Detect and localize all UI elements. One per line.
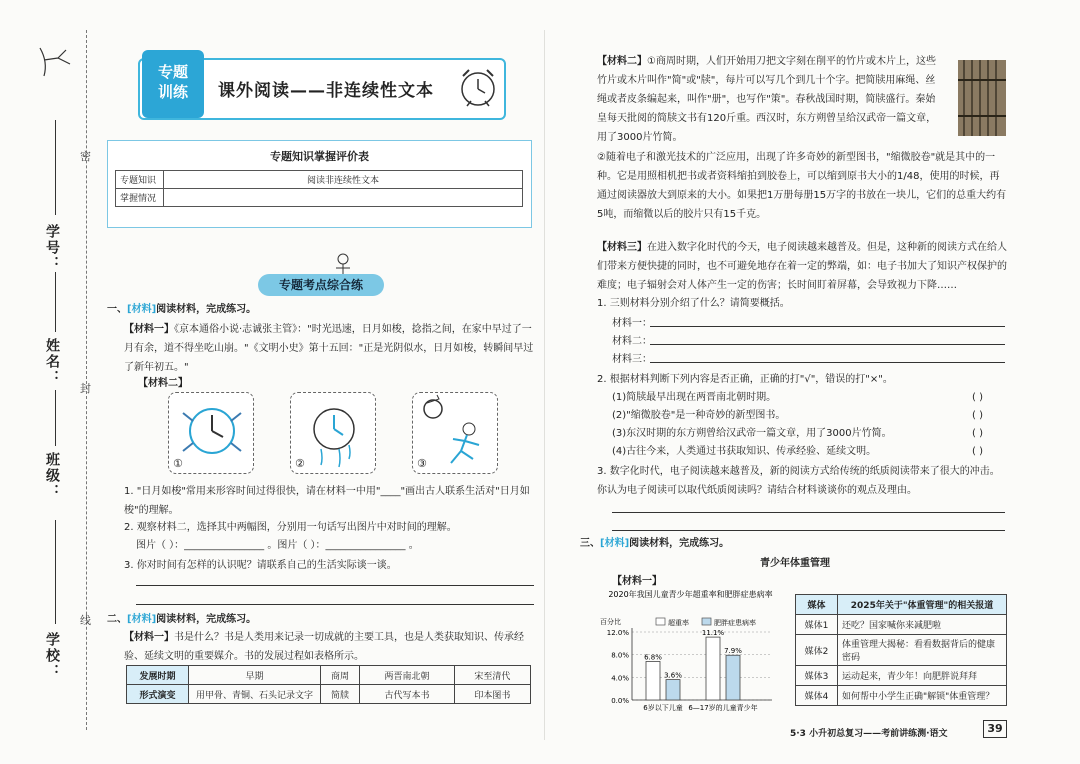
part1-prefix: 一、 bbox=[107, 304, 127, 315]
table-cell: 早期 bbox=[189, 666, 321, 685]
right-m2-p1: ①商周时期，人们开始用刀把文字刻在削平的竹片或木片上，这些竹片或木片叫作"简"或"牍"，每片可以写几个到几十个字。把简牍用麻绳、丝绳或者皮条编起来，叫作"册"，也写作"策"。春秋战国时期，简牍盛行。秦始皇每天批阅的简牍文书有120斤重。西汉时，东方朔曾呈给汉武帝一篇文章，用了3000片竹简。 bbox=[597, 56, 937, 143]
part3-tag: [材料] bbox=[600, 538, 630, 549]
judge-paren-4[interactable]: ( ) bbox=[972, 446, 983, 457]
right-answer-line-2[interactable] bbox=[612, 530, 1005, 531]
x-tick-label: 6岁以下儿童 bbox=[643, 704, 683, 712]
part3-heading bbox=[580, 534, 729, 553]
page-gutter bbox=[544, 30, 545, 740]
evaluation-title: 专题知识掌握评价表 bbox=[270, 150, 369, 163]
right-q2: 2. 根据材料判断下列内容是否正确，正确的打"√"，错误的打"×"。 bbox=[597, 374, 893, 385]
school-line[interactable] bbox=[55, 520, 56, 624]
table-cell: 媒体4 bbox=[796, 686, 838, 706]
label-student-no: 学号： bbox=[44, 224, 60, 272]
cut-mark-line: 线 bbox=[80, 614, 91, 627]
picture-1 bbox=[168, 392, 254, 474]
eval-label-1: 专题知识 bbox=[116, 171, 164, 189]
legend-label: 超重率 bbox=[668, 619, 689, 627]
right-q1-line2[interactable] bbox=[650, 344, 1005, 345]
part1-q2: 2. 观察材料二，选择其中两幅图，分别用一句话写出图片中对时间的理解。 bbox=[124, 522, 457, 533]
pic-label-3: ③ bbox=[417, 457, 427, 470]
table-cell: 商周 bbox=[321, 666, 360, 685]
label-name: 姓名： bbox=[44, 338, 60, 386]
part1-heading bbox=[107, 300, 256, 319]
table-cell: 运动起来，青少年！向肥胖说拜拜 bbox=[838, 666, 1007, 686]
data-label: 11.1% bbox=[701, 629, 725, 638]
right-q1-line2-label: 材料二： bbox=[612, 336, 652, 347]
right-answer-line-1[interactable] bbox=[612, 512, 1005, 513]
picture-3 bbox=[412, 392, 498, 474]
judge-item-2: (2)"缩微胶卷"是一种奇妙的新型图书。 bbox=[612, 410, 786, 421]
part1-q2-fill[interactable]: 图片（ ）：________________ 。图片（ ）：________________ 。 bbox=[136, 540, 419, 551]
part1-m1-label: 【材料一】 bbox=[124, 324, 174, 335]
eval-value-2[interactable] bbox=[164, 189, 523, 207]
part1-heading-text: 阅读材料，完成练习。 bbox=[156, 304, 257, 315]
part2-m1-label: 【材料一】 bbox=[124, 632, 174, 643]
tag-line1: 专题 bbox=[157, 63, 188, 81]
table-row bbox=[127, 685, 531, 704]
footer-text: 5·3 小升初总复习——考前讲练测·语文 bbox=[790, 729, 948, 739]
data-label: 3.6% bbox=[664, 671, 682, 680]
part2-heading-text: 阅读材料，完成练习。 bbox=[156, 614, 257, 625]
data-label: 6.8% bbox=[644, 653, 662, 662]
table-row bbox=[796, 595, 1007, 615]
table-cell: 发展时期 bbox=[127, 666, 189, 685]
part1-q1: 1. "日月如梭"常用来形容时间过得很快，请在材料一中用"____"画出古人联系生活对"日月如梭"的理解。 bbox=[124, 486, 530, 516]
answer-line-2[interactable] bbox=[136, 604, 534, 605]
data-label: 7.9% bbox=[724, 647, 742, 656]
table-cell: 媒体3 bbox=[796, 666, 838, 686]
y-tick-label: 12.0% bbox=[606, 629, 629, 637]
bar bbox=[646, 661, 660, 700]
table-cell: 古代写本书 bbox=[360, 685, 455, 704]
part1-m2-label: 【材料二】 bbox=[138, 378, 188, 389]
x-tick-label: 6—17岁的儿童青少年 bbox=[688, 704, 758, 712]
y-tick-label: 4.0% bbox=[611, 674, 629, 683]
table-cell: 简牍 bbox=[321, 685, 360, 704]
name-line[interactable] bbox=[55, 272, 56, 332]
alarm-clock-icon bbox=[455, 64, 501, 110]
part2-material1 bbox=[124, 628, 534, 666]
chart-ylabel: 百分比 bbox=[600, 618, 621, 626]
table-row bbox=[796, 635, 1007, 666]
overweight-chart bbox=[598, 588, 783, 718]
bar bbox=[666, 680, 680, 700]
branch-icon bbox=[36, 40, 76, 80]
binding-strip bbox=[0, 0, 95, 764]
chart-title: 2020年我国儿童青少年超重率和肥胖症患病率 bbox=[608, 590, 773, 599]
table-cell: 形式演变 bbox=[127, 685, 189, 704]
judge-item-1: (1)简牍最早出现在两晋南北朝时期。 bbox=[612, 392, 777, 403]
topic-tag bbox=[142, 50, 204, 118]
book-development-table bbox=[126, 665, 531, 704]
table-cell: 媒体1 bbox=[796, 615, 838, 635]
right-q1-line3[interactable] bbox=[650, 362, 1005, 363]
part1-material1 bbox=[124, 320, 534, 377]
class-line[interactable] bbox=[55, 390, 56, 446]
label-class: 班级： bbox=[44, 452, 60, 500]
table-cell: 媒体 bbox=[796, 595, 838, 615]
part1-m1-text: 《京本通俗小说·志诚张主管》："时光迅速，日月如梭，捻指之间，在家中早过了一月有余，道不得坐吃山崩。"《文明小史》第十五回："正是光阴似水，日月如梭，转瞬间早过了新年初五。" bbox=[124, 324, 534, 373]
part3-heading-text: 阅读材料，完成练习。 bbox=[629, 538, 730, 549]
table-row bbox=[796, 615, 1007, 635]
media-report-table bbox=[795, 594, 1007, 706]
label-school: 学校： bbox=[44, 632, 60, 680]
pic-label-2: ② bbox=[295, 457, 305, 470]
page-number: 39 bbox=[983, 720, 1007, 738]
right-q1-line1[interactable] bbox=[650, 326, 1005, 327]
judge-item-3: (3)东汉时期的东方朔曾给汉武帝一篇文章，用了3000片竹简。 bbox=[612, 428, 892, 439]
table-cell: 用甲骨、青铜、石头记录文字 bbox=[189, 685, 321, 704]
answer-line-1[interactable] bbox=[136, 585, 534, 586]
judge-item-4: (4)古往今来，人类通过书获取知识、传承经验、延续文明。 bbox=[612, 446, 877, 457]
right-q1-line3-label: 材料三： bbox=[612, 354, 652, 365]
legend-swatch bbox=[656, 618, 665, 625]
table-cell: 宋至清代 bbox=[454, 666, 530, 685]
right-q1-line1-label: 材料一： bbox=[612, 318, 652, 329]
judge-paren-2[interactable]: ( ) bbox=[972, 410, 983, 421]
judge-paren-1[interactable]: ( ) bbox=[972, 392, 983, 403]
evaluation-table bbox=[115, 170, 523, 207]
part2-heading bbox=[107, 610, 256, 629]
table-cell: 还吃？国家喊你来减肥啦 bbox=[838, 615, 1007, 635]
part2-tag: [材料] bbox=[127, 614, 157, 625]
right-material2 bbox=[597, 52, 942, 147]
y-tick-label: 8.0% bbox=[611, 651, 629, 660]
right-q1: 1. 三则材料分别介绍了什么？请简要概括。 bbox=[597, 298, 790, 309]
right-q3: 3. 数字化时代，电子阅读越来越普及，新的阅读方式给传统的纸质阅读带来了很大的冲击。你认为电子阅读可以取代纸质阅读吗？请结合材料谈谈你的观点及理由。 bbox=[597, 466, 1000, 496]
legend-label: 肥胖症患病率 bbox=[714, 619, 756, 627]
part2-prefix: 二、 bbox=[107, 614, 127, 625]
bar bbox=[726, 655, 740, 700]
page-title: 课外阅读——非连续性文本 bbox=[218, 81, 434, 101]
cut-mark-seal2: 封 bbox=[80, 382, 91, 395]
table-row bbox=[127, 666, 531, 685]
right-material3 bbox=[597, 238, 1007, 295]
student-no-line[interactable] bbox=[55, 120, 56, 215]
eval-label-2: 掌握情况 bbox=[116, 189, 164, 207]
legend-swatch bbox=[702, 618, 711, 625]
table-cell: 媒体2 bbox=[796, 635, 838, 666]
pic-label-1: ① bbox=[173, 457, 183, 470]
y-tick-label: 0.0% bbox=[611, 697, 629, 705]
picture-2 bbox=[290, 392, 376, 474]
part3-prefix: 三、 bbox=[580, 538, 600, 549]
table-row bbox=[796, 686, 1007, 706]
right-m3-text: 在进入数字化时代的今天，电子阅读越来越普及。但是，这种新的阅读方式在给人们带来方便快捷的同时，也不可避免地存在着一定的弊端，如：电子书加大了知识产权保护的难度；电子辐射会对人体产生一定的伤害；长时间盯着屏幕，会导致视力下降…… bbox=[597, 242, 1007, 291]
right-m2-label: 【材料二】 bbox=[597, 56, 647, 67]
table-row bbox=[796, 666, 1007, 686]
part1-tag: [材料] bbox=[127, 304, 157, 315]
right-m2-p2: ②随着电子和激光技术的广泛应用，出现了许多奇妙的新型图书，"缩微胶卷"就是其中的一种。它是用照相机把书或者资料缩拍到胶卷上，可以缩到原书大小的1/48，使用的时候，再通过阅读器放大到原来的大小。如果把1万册每册15万字的书放在一块儿，它们的总重大约有5吨，而缩微以后的胶片只有15千克。 bbox=[597, 152, 1007, 220]
table-cell: 印本图书 bbox=[454, 685, 530, 704]
tag-line2: 训练 bbox=[157, 83, 188, 101]
table-cell: 如何帮中小学生正确"解锁"体重管理？ bbox=[838, 686, 1007, 706]
right-m3-label: 【材料三】 bbox=[597, 242, 647, 253]
part1-q3: 3. 你对时间有怎样的认识呢？请联系自己的生活实际谈一谈。 bbox=[124, 560, 397, 571]
table-cell: 两晋南北朝 bbox=[360, 666, 455, 685]
judge-paren-3[interactable]: ( ) bbox=[972, 428, 983, 439]
section-ribbon: 专题考点综合练 bbox=[258, 274, 384, 296]
part2-m1-text: 书是什么？书是人类用来记录一切成就的主要工具，也是人类获取知识、传承经验、延续文明的重要媒介。书的发展过程如表格所示。 bbox=[124, 632, 524, 662]
part3-m1-label: 【材料一】 bbox=[612, 576, 662, 587]
bar bbox=[706, 637, 720, 700]
cut-mark-seal: 密 bbox=[80, 150, 91, 163]
part3-title: 青少年体重管理 bbox=[760, 558, 830, 569]
bamboo-slips-icon bbox=[952, 56, 1012, 142]
table-cell: 2025年关于"体重管理"的相关报道 bbox=[838, 595, 1007, 615]
eval-value-1: 阅读非连续性文本 bbox=[164, 171, 523, 189]
table-cell: 体重管理大揭秘：看看数据背后的健康密码 bbox=[838, 635, 1007, 666]
